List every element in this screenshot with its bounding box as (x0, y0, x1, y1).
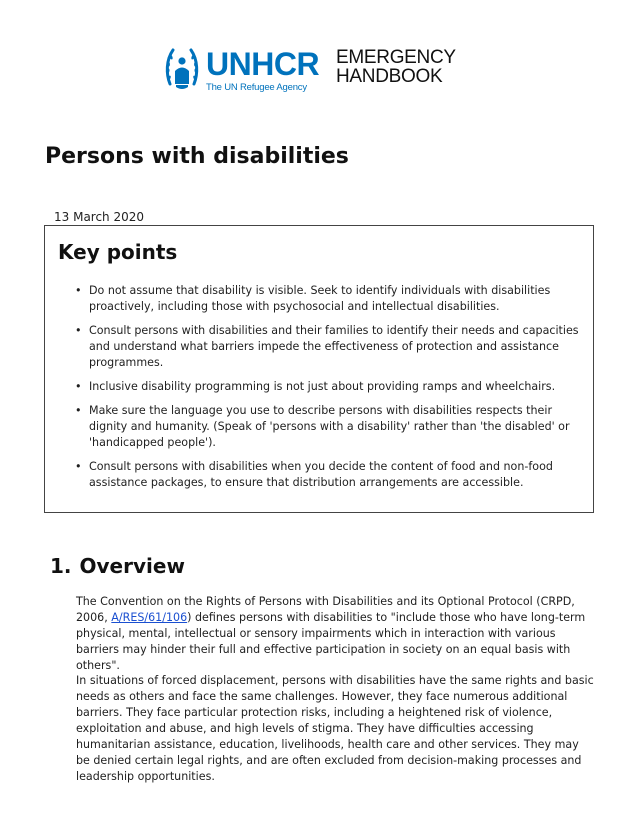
key-points-box (44, 225, 594, 513)
section-title: Overview (79, 554, 185, 578)
key-points-heading: Key points (58, 240, 178, 264)
key-point-item: • Consult persons with disabilities when you decide the content of food and non-food assistance packages, to ensure that distribution arrangements are accessible. (75, 459, 585, 491)
page-title: Persons with disabilities (45, 144, 349, 169)
key-point-item: • Do not assume that disability is visible. Seek to identify individuals with disabilities proactively, including those with psychosocial and intellectual disabilities. (75, 283, 585, 315)
paragraph-text: ) defines persons with disabilities to "include those who have long-term physical, mental, intellectual or sensory impairments which in interaction with various barriers may hinder their full and effective participation in society on an equal basis with others". (76, 611, 586, 672)
logo-name: UNHCR (206, 46, 320, 82)
section-heading-overview (50, 554, 185, 578)
unhcr-logo (206, 48, 319, 93)
section-number: 1. (50, 554, 72, 578)
page-header (160, 44, 460, 96)
overview-paragraph-2: In situations of forced displacement, persons with disabilities have the same rights and basic needs as others and face the same challenges. However, they face numerous additional barriers. They face particular protection risks, including a heightened risk of violence, exploitation and abuse, and high levels of stigma. They have difficulties accessing humanitarian assistance, education, livelihoods, health care and other services. They may be denied certain legal rights, and are often excluded from decision-making processes and leadership opportunities. (76, 674, 594, 783)
paragraph-text: The Convention on the Rights of Persons with Disabilities and its Optional Protocol (CRPD, 2006, (76, 595, 575, 624)
key-point-item: • Inclusive disability programming is not just about providing ramps and wheelchairs. (75, 379, 585, 395)
unhcr-emblem-icon (162, 44, 202, 92)
key-points-list (75, 283, 585, 499)
overview-paragraph-1 (76, 594, 596, 674)
publication-date: 13 March 2020 (54, 210, 145, 224)
resolution-link[interactable]: A/RES/61/106 (111, 611, 188, 624)
key-point-item: • Make sure the language you use to describe persons with disabilities respects their dignity and humanity. (Speak of 'persons with a disability' rather than 'the disabled' or 'handicapped people'). (75, 403, 585, 451)
logo-tagline: The UN Refugee Agency (206, 82, 307, 93)
handbook-line-2: HANDBOOK (336, 66, 443, 87)
handbook-title (336, 48, 456, 86)
key-point-item: • Consult persons with disabilities and their families to identify their needs and capacities and understand what barriers impede the effectiveness of protection and assistance programmes. (75, 323, 585, 371)
handbook-line-1: EMERGENCY (336, 47, 456, 68)
